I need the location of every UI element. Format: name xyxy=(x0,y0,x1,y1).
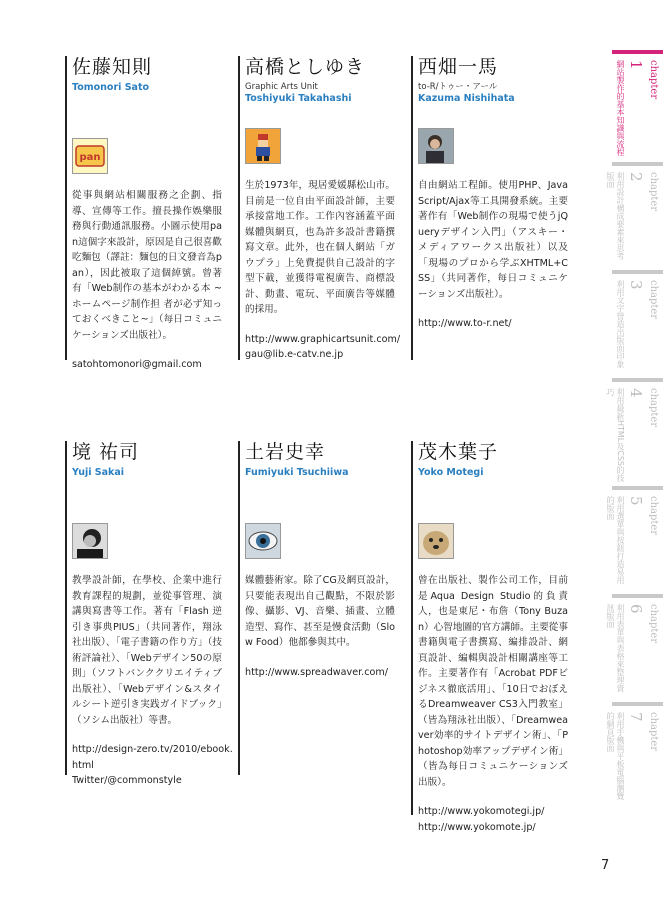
author-block-tsuchiiwa xyxy=(245,441,395,680)
chapter-tab-3[interactable] xyxy=(612,270,663,378)
column-divider xyxy=(411,441,413,815)
chapter-tab-2[interactable] xyxy=(606,162,663,270)
column-divider xyxy=(411,56,413,360)
author-bio: 自由網站工程師。使用PHP、JavaScript/Ajax等工具開發系統。主要著作有「Web制作の現場で使うjQueryデザイン入門」（アスキー・メディアワークス出版社）以及「現場のプロから学ぶXHTML+CSS」（共同著作，每日コミュニケーションズ出版社）。 xyxy=(418,180,568,300)
author-name: 茂木葉子 xyxy=(418,441,499,463)
author-url[interactable]: http://www.spreadwaver.com/ xyxy=(245,666,388,678)
author-bio: 媒體藝術家。除了CG及網頁設計，只要能表現出自己觀點，不限於影像、攝影、VJ、音樂、插畫、立體造型、寫作、甚至是慢食活動（Slow Food）他都參與其中。 xyxy=(245,575,395,648)
portrait-bw-icon xyxy=(72,523,108,559)
author-name: 土岩史幸 xyxy=(245,441,326,463)
author-name: 境 祐司 xyxy=(72,441,140,463)
chapter-tab-5[interactable] xyxy=(606,486,663,594)
chapter-tab-7[interactable] xyxy=(606,702,663,810)
author-block-sato xyxy=(72,56,222,373)
chapter-number: 4 xyxy=(627,388,645,398)
author-url[interactable]: http://www.graphicartsunit.com/ xyxy=(245,333,401,345)
author-romaji: Yoko Motegi xyxy=(418,467,484,478)
column-divider xyxy=(65,441,67,775)
author-name: 西畑一馬 xyxy=(418,56,499,78)
chapter-title: 網站製作的基本知識與流程 xyxy=(616,60,625,156)
author-romaji: Yuji Sakai xyxy=(72,467,125,478)
author-name: 佐藤知則 xyxy=(72,56,153,78)
author-name: 高橋としゆき xyxy=(245,56,366,78)
author-role: Graphic Arts Unit xyxy=(245,82,318,92)
author-bio: 生於1973年，現居愛媛縣松山市。目前是一位自由平面設計師，主要承接當地工作。工作內容涵蓋平面媒體與網頁，也為許多設計書籍撰寫文章。此外，也在個人網站「ガウプラ」上免費提供自己設計的字型下載，並獲得電視廣告、商標設計、動畫、電玩、平面廣告等媒體的採用。 xyxy=(245,180,395,315)
eye-photo-icon xyxy=(245,523,281,559)
column-divider xyxy=(65,56,67,360)
author-role: to-R/トゥー・アール xyxy=(418,82,498,92)
author-romaji: Fumiyuki Tsuchiiwa xyxy=(245,467,349,478)
pixel-character-icon xyxy=(245,128,281,164)
author-romaji: Toshiyuki Takahashi xyxy=(245,93,352,104)
page-number: 7 xyxy=(601,858,610,873)
chapter-title: 利用最新HTML及CSS的技巧 xyxy=(606,388,625,483)
author-block-nishihata xyxy=(418,56,568,332)
chapter-sidebar xyxy=(606,50,663,810)
chapter-title: 利用手機與平板電腦瀏覽的網頁版面 xyxy=(606,712,625,800)
chapter-label: chapter xyxy=(648,388,659,428)
author-bio: 曾在出版社、製作公司工作，目前是Aqua Design Studio的負責人，也是東尼・布詹（Tony Buzan）心智地圖的官方講師。主要從事書籍與電子書撰寫、編排設計、網頁設計、編輯與設計相關講座等工作。主要著作有「Acrobat PDFビジネス徹底活用」、「10日でおぼえるDreamweaver CS3入門教室」（皆為翔泳社出版）、「Dreamweaver効率的サイトデザイン術」、「Photoshop効率アップデザイン術」（皆為每日コミュニケーションズ出版）。 xyxy=(418,575,568,788)
chapter-tab-6[interactable] xyxy=(606,594,663,702)
pan-logo-icon xyxy=(72,138,108,174)
author-email[interactable]: gau@lib.e-catv.ne.jp xyxy=(245,349,344,360)
author-romaji: Tomonori Sato xyxy=(72,82,150,93)
svg-text:pan: pan xyxy=(79,152,101,163)
chapter-number: 7 xyxy=(627,712,645,722)
chapter-label: chapter xyxy=(648,280,659,320)
author-bio: 從事與網站相關服務之企劃、指導、宣傳等工作。擅長操作娛樂服務與行動通訊服務。小圖示使用pan這個字來設計，原因是自己很喜歡吃麵包（譯註：麵包的日文發音為pan），因此被取了這個綽號。曾著有「Web制作の基本がわかる本 ~ホームページ制作担 者が必ず知っておくべきこと~」（每日コミュニケーションズ出版社）。 xyxy=(72,190,222,341)
chapter-number: 1 xyxy=(627,60,645,70)
author-bio: 教學設計師，在學校、企業中進行教育課程的規劃，並從事管理、演講與寫書等工作。著有「Flash 逆引き事典PIUS」（共同著作，翔泳社出版）、「電子書籍の作り方」（技術評論社）、「Webデザイン50の原則」（ソフトバンククリエイティブ出版社）、「Webデザイン&スタイルシート逆引き実践ガイドブック」（ソシム出版社）等書。 xyxy=(72,575,222,726)
chapter-label: chapter xyxy=(648,172,659,212)
author-url-cont[interactable]: html xyxy=(72,759,94,771)
author-url-2[interactable]: http://www.yokomote.jp/ xyxy=(418,821,536,833)
chapter-title: 利用表單與表格來整理資訊版面 xyxy=(606,604,625,692)
author-twitter[interactable]: Twitter/@commonstyle xyxy=(72,775,182,786)
author-url[interactable]: http://www.yokomotegi.jp/ xyxy=(418,806,545,817)
column-divider xyxy=(238,56,240,360)
chapter-tab-1[interactable] xyxy=(612,50,663,162)
chapter-number: 2 xyxy=(627,172,645,182)
author-block-takahashi xyxy=(245,56,401,363)
chapter-title: 利用文字營造出版面印象 xyxy=(616,280,625,368)
chapter-title: 利用選單與按鈕打造易用的版面 xyxy=(606,496,625,584)
chapter-tab-4[interactable] xyxy=(606,378,663,486)
dog-photo-icon xyxy=(418,523,454,559)
column-divider xyxy=(238,441,240,775)
portrait-photo-icon xyxy=(418,128,454,164)
author-block-sakai xyxy=(72,441,233,789)
chapter-label: chapter xyxy=(648,496,659,536)
author-url[interactable]: http://www.to-r.net/ xyxy=(418,318,512,329)
author-url[interactable]: http://design-zero.tv/2010/ebook. xyxy=(72,744,233,755)
author-romaji: Kazuma Nishihata xyxy=(418,93,515,104)
chapter-number: 5 xyxy=(627,496,645,506)
author-block-motegi xyxy=(418,441,568,835)
chapter-label: chapter xyxy=(648,60,659,100)
chapter-title: 利用設計構成要素來思考版面 xyxy=(606,172,625,260)
chapter-label: chapter xyxy=(648,604,659,644)
chapter-number: 3 xyxy=(627,280,645,290)
author-email[interactable]: satohtomonori@gmail.com xyxy=(72,359,202,370)
chapter-label: chapter xyxy=(648,712,659,752)
chapter-number: 6 xyxy=(627,604,645,614)
